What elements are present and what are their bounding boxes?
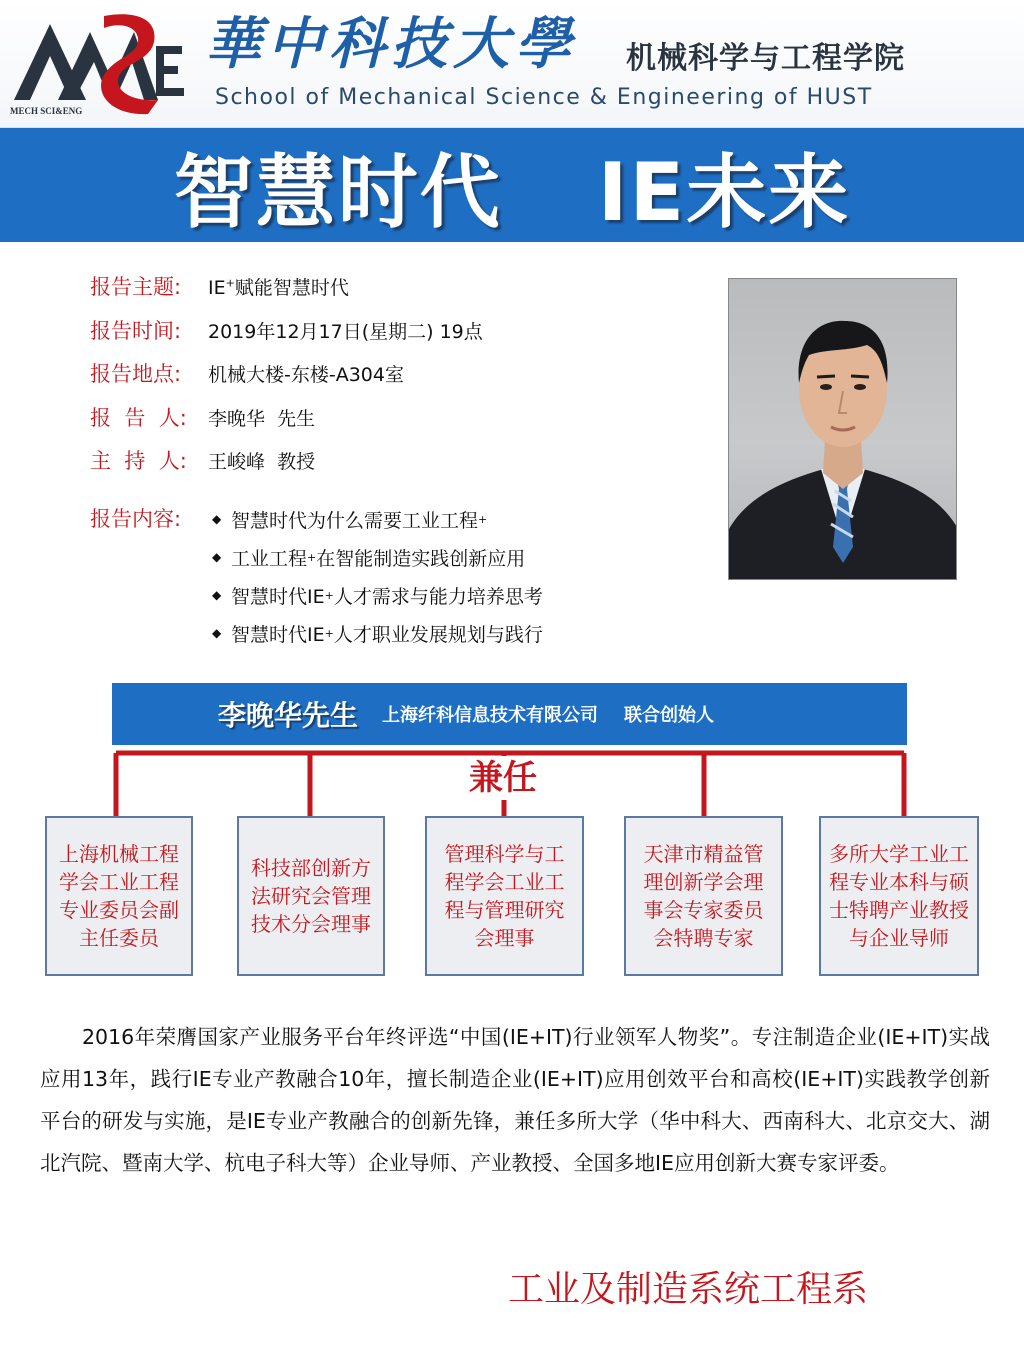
- list-item: ◆ 智慧时代IE + 人才职业发展规划与践行: [212, 623, 543, 646]
- school-name-en: School of Mechanical Science & Engineering of HUST: [215, 85, 873, 110]
- info-time: [90, 314, 483, 346]
- speaker-value: 李晚华 先生: [208, 407, 316, 430]
- department-name: 工业及制造系统工程系: [508, 1269, 869, 1310]
- university-name: 華中科技大學: [205, 11, 577, 77]
- speaker-company: 上海纤科信息技术有限公司: [382, 705, 599, 726]
- concurrent-label: 兼任: [444, 756, 562, 800]
- banner-title-right: IE未来: [597, 145, 851, 239]
- diamond-icon: ◆: [212, 512, 222, 526]
- place-value: 机械大楼-东楼-A304室: [208, 363, 404, 386]
- position-box: 多所大学工业工程专业本科与硕士特聘产业教授与企业导师: [819, 816, 979, 976]
- diamond-icon: ◆: [212, 550, 222, 564]
- host-value: 王峻峰 教授: [208, 450, 316, 473]
- speaker-label: 报 告 人:: [90, 406, 187, 430]
- school-logo: [8, 10, 188, 118]
- position-box: 上海机械工程学会工业工程专业委员会副主任委员: [45, 816, 193, 976]
- list-item: ◆ 智慧时代IE + 人才需求与能力培养思考: [212, 585, 543, 608]
- speaker-name: 李晚华先生: [218, 699, 359, 732]
- topic-label: 报告主题:: [90, 275, 182, 299]
- host-label: 主 持 人:: [90, 449, 187, 473]
- list-item: ◆ 智慧时代为什么需要工业工程 +: [212, 509, 488, 532]
- content-list: [212, 500, 543, 652]
- position-box: 科技部创新方法研究会管理技术分会理事: [237, 816, 385, 976]
- info-content: [90, 502, 208, 534]
- speaker-photo: [728, 278, 957, 580]
- info-topic: [90, 270, 349, 302]
- place-label: 报告地点:: [90, 362, 182, 386]
- school-name-cn: 机械科学与工程学院: [626, 41, 905, 76]
- title-banner: [0, 128, 1024, 242]
- diamond-icon: ◆: [212, 588, 222, 602]
- diamond-icon: ◆: [212, 626, 222, 640]
- time-label: 报告时间:: [90, 319, 182, 343]
- position-box: 天津市精益管理创新学会理事会专家委员会特聘专家: [624, 816, 783, 976]
- speaker-bio: 2016年荣膺国家产业服务平台年终评选“中国(IE+IT)行业领军人物奖”。专注制造企业(IE+IT)实战应用13年，践行IE专业产教融合10年，擅长制造企业(IE+IT)应用创效平台和高校(IE+IT)实践教学创新平台的研发与实施，是IE专业产教融合的创新先锋，兼任多所大学（华中科大、西南科大、北京交大、湖北汽院、暨南大学、杭电子科大等）企业导师、产业教授、全国多地IE应用创新大赛专家评委。: [40, 1025, 990, 1175]
- speaker-title-bar: [112, 683, 907, 745]
- info-host: [90, 444, 315, 476]
- position-box: 管理科学与工程学会工业工程与管理研究会理事: [425, 816, 584, 976]
- content-label: 报告内容:: [90, 507, 182, 531]
- banner-title-left: 智慧时代: [173, 145, 502, 239]
- speaker-role: 联合创始人: [624, 705, 715, 726]
- logo-text: MECH SCI&ENG: [10, 106, 83, 116]
- topic-value: IE+赋能智慧时代: [208, 276, 349, 299]
- page-header: [0, 0, 1024, 128]
- time-value: 2019年12月17日(星期二) 19点: [208, 320, 483, 343]
- list-item: ◆ 工业工程 + 在智能制造实践创新应用: [212, 547, 526, 570]
- info-speaker: [90, 401, 315, 433]
- info-place: [90, 357, 404, 389]
